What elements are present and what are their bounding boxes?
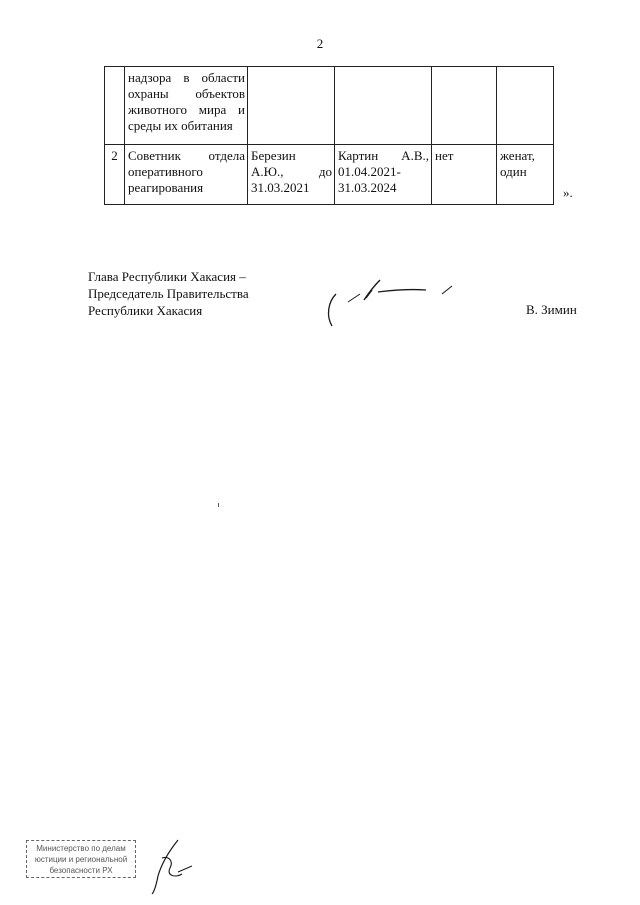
cell-text-line: женат, — [500, 148, 535, 163]
cell-text-line: охраны объектов — [128, 86, 245, 101]
row-number-cell — [105, 67, 125, 145]
approval-stamp — [26, 840, 136, 878]
status-cell — [432, 67, 497, 145]
stamp-line: безопасности РХ — [49, 866, 113, 875]
cell-text-line: Советник отдела — [128, 148, 245, 163]
scan-artifact — [218, 503, 219, 507]
new-holder-cell — [335, 67, 432, 145]
handwritten-signature-icon — [322, 276, 462, 332]
stamp-line: юстиции и региональной — [34, 855, 128, 864]
cell-text-line: 01.04.2021- — [338, 164, 401, 179]
signature-title — [88, 268, 249, 319]
cell-text-line: Картин А.В., — [338, 148, 429, 163]
current-holder-cell — [248, 67, 335, 145]
table-row — [105, 145, 554, 205]
cell-text-line: животного мира и — [128, 102, 245, 117]
cell-text-line: один — [500, 164, 527, 179]
signature-title-line: Председатель Правительства — [88, 286, 249, 301]
new-holder-cell — [335, 145, 432, 205]
family-cell — [497, 67, 554, 145]
table-row — [105, 67, 554, 145]
position-cell — [125, 145, 248, 205]
status-cell: нет — [432, 145, 497, 205]
cell-text-line: оперативного — [128, 164, 203, 179]
current-holder-cell — [248, 145, 335, 205]
stamp-line: Министерство по делам — [36, 844, 126, 853]
position-cell — [125, 67, 248, 145]
signature-title-line: Республики Хакасия — [88, 303, 203, 318]
row-number-cell: 2 — [105, 145, 125, 205]
signer-name: В. Зимин — [526, 302, 577, 317]
signature-title-line: Глава Республики Хакасия – — [88, 269, 246, 284]
cell-text-line: А.Ю., до — [251, 164, 332, 179]
initials-signature-icon — [148, 836, 198, 896]
cell-text-line: надзора в области — [128, 70, 245, 85]
cell-text-line: среды их обитания — [128, 118, 233, 133]
document-table — [104, 66, 554, 205]
cell-text-line: реагирования — [128, 180, 204, 195]
family-cell — [497, 145, 554, 205]
page-number: 2 — [316, 36, 324, 51]
closing-quote: ». — [563, 185, 573, 200]
cell-text-line: 31.03.2024 — [338, 180, 397, 195]
cell-text-line: Березин — [251, 148, 296, 163]
cell-text-line: 31.03.2021 — [251, 180, 310, 195]
